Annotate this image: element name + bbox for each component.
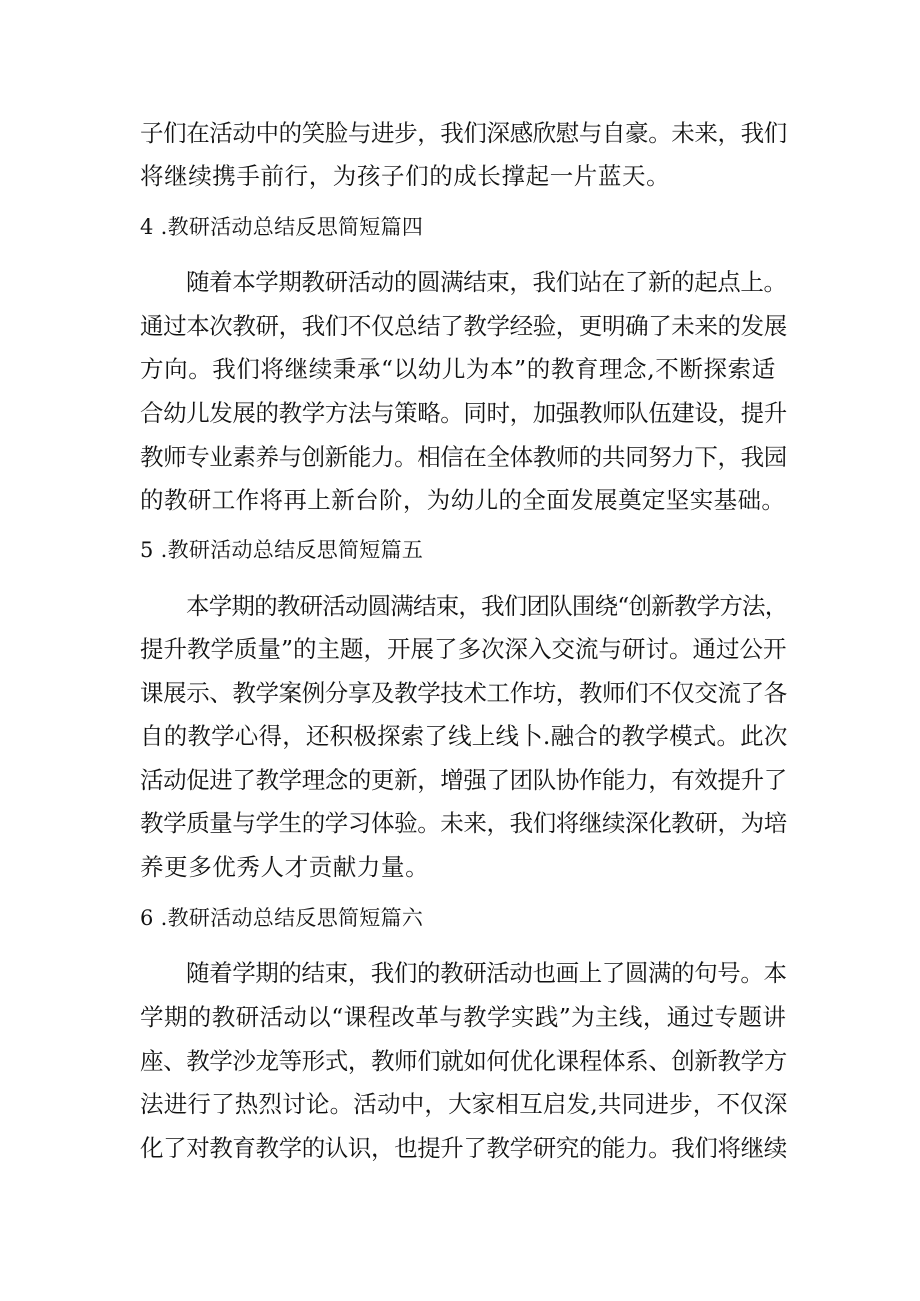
section-5-line-5: 活动促进了教学理念的更新，增强了团队协作能力，有效提升了 [140, 766, 787, 794]
section-6-line-2: 学期的教研活动以“课程改革与教学实践”为主线，通过专题讲 [140, 1003, 787, 1031]
section-5-line-6: 教学质量与学生的学习体验。未来，我们将继续深化教研，为培 [140, 809, 787, 837]
section-5-line-3: 课展示、教学案例分享及教学技术工作坊，教师们不仅交流了各 [140, 679, 787, 707]
section-4-line-4: 合幼儿发展的教学方法与策略。同时，加强教师队伍建设，提升 [140, 399, 787, 427]
section-6-line-3: 座、教学沙龙等形式，教师们就如何优化课程体系、创新教学方 [140, 1047, 787, 1075]
section-6-line-5: 化了对教育教学的认识，也提升了教学研究的能力。我们将继续 [140, 1134, 787, 1162]
section-4-heading: 4 .教研活动总结反思简短篇四 [140, 215, 424, 239]
section-4-line-5: 教师专业素养与创新能力。相信在全体教师的共同努力下，我园 [140, 443, 787, 471]
section-5-line-7: 养更多优秀人才贡献力量。 [140, 853, 430, 881]
section-4-line-6: 的教研工作将再上新台阶，为幼儿的全面发展奠定坚实基础。 [140, 486, 786, 514]
intro-line-2: 将继续携手前行，为孩子们的成长撑起一片蓝天。 [140, 162, 671, 190]
section-5-line-2: 提升教学质量”的主题，开展了多次深入交流与研讨。通过公开 [140, 635, 787, 663]
section-5-heading: 5 .教研活动总结反思简短篇五 [140, 538, 424, 562]
section-4-line-3: 方向。我们将继续秉承“以幼儿为本”的教育理念,不断探索适 [140, 355, 776, 383]
section-6-line-1: 随着学期的结束，我们的教研活动也画上了圆满的句号。本 [186, 959, 787, 987]
section-5-line-1: 本学期的教研活动圆满结束，我们团队围绕“创新教学方法， [186, 592, 788, 620]
section-4-line-1: 随着本学期教研活动的圆满结束，我们站在了新的起点上。 [186, 268, 787, 296]
section-4-line-2: 通过本次教研，我们不仅总结了教学经验，更明确了未来的发展 [140, 312, 787, 340]
intro-line-1: 子们在活动中的笑脸与进步，我们深感欣慰与自豪。未来，我们 [140, 119, 787, 147]
section-6-heading: 6 .教研活动总结反思简短篇六 [140, 906, 424, 930]
section-5-line-4: 自的教学心得，还积极探索了线上线卜.融合的教学模式。此次 [140, 722, 788, 750]
section-6-line-4: 法进行了热烈讨论。活动中，大家相互启发,共同进步，不仅深 [140, 1090, 788, 1118]
